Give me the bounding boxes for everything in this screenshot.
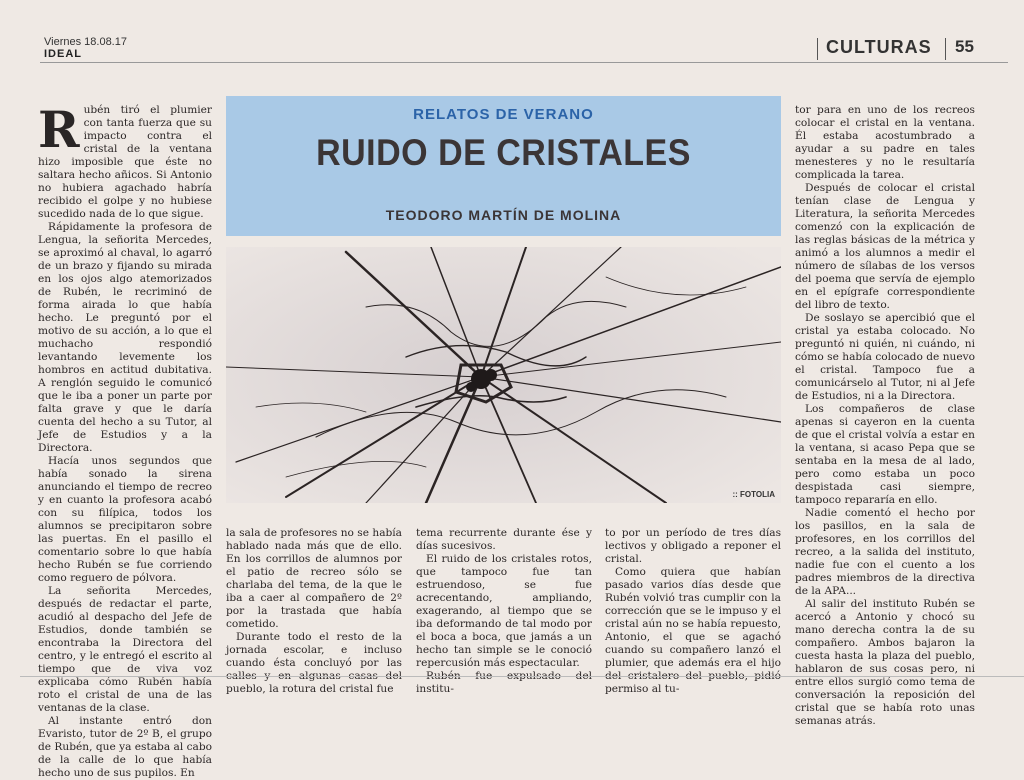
paragraph: El ruido de los cristales rotos, que tampoco fue tan estruendoso, se fue acrecentando, ampliando, exagerando, al tiempo que se iba deformando de tal modo por el boca a boca, que jamás a un hecho tan simple se le conoció repercusión más espectacular. [416, 553, 592, 669]
paragraph: De soslayo se apercibió que el cristal ya estaba colocado. No preguntó ni quién, ni cuándo, ni cómo se había colocado de nuevo el cristal. Tampoco fue a comunicárselo al Tutor, ni al Jefe de Estudios, ni a la Directora. [795, 312, 975, 402]
header-rule [40, 62, 1008, 63]
headline-banner [226, 96, 781, 236]
paragraph: Durante todo el resto de la jornada escolar, e incluso cuando ésta concluyó por las calles y en algunas casas del pueblo, la rotura del cristal fue [226, 631, 402, 695]
article-column-3 [416, 527, 592, 696]
drop-cap: R [38, 100, 80, 159]
page-number: 55 [955, 37, 974, 56]
paragraph: Rápidamente la profesora de Lengua, la señorita Mercedes, se aproximó al chaval, lo agarró de un brazo y fijando su mirada en los ojos algo atemorizados de Rubén, le recriminó de forma airada lo que había hecho. Le preguntó por el motivo de su acción, a lo que el muchacho respondió levantando levemente los hombros en actitud dubitativa. A renglón seguido le comunicó que le iba a poner un parte por falta grave y que le daría cuenta del hecho a su Tutor, al Jefe de Estudios y a la Directora. [38, 221, 212, 454]
paragraph: Como quiera que habían pasado varios días desde que Rubén volvió tras cumplir con la corrección que se le impuso y el cristal aún no se había repuesto, Antonio, el que se agachó cuando su compañero lanzó el plumier, que además era el hijo del cristalero del pueblo, pidió permiso al tu- [605, 566, 781, 695]
cracked-glass-illustration [226, 247, 781, 503]
article-column-5 [795, 104, 975, 728]
paragraph: Al salir del instituto Rubén se acercó a Antonio y chocó su mano derecha contra la de su compañero. Ambos bajaron la cuesta hasta la plaza del pueblo, hablaron de sus cosas pero, ni entre ellos surgió como tema de conversación la reposición del cristal que se había roto unas semanas atrás. [795, 598, 975, 727]
cracked-glass-photo [226, 247, 781, 503]
section-name: CULTURAS [826, 37, 932, 57]
article-title: RUIDO DE CRISTALES [316, 132, 691, 174]
article-column-2 [226, 527, 402, 696]
photo-credit: :: FOTOLIA [732, 490, 775, 499]
article-column-1 [38, 100, 212, 780]
paragraph: Al instante entró don Evaristo, tutor de 2º B, el grupo de Rubén, que ya estaba al cabo de la calle de lo que había hecho uno de sus pupilos. En [38, 715, 212, 779]
bottom-rule [20, 676, 1024, 677]
header-separator [817, 38, 818, 60]
paragraph: tor para en uno de los recreos colocar el cristal en la ventana. Él estaba acostumbrado a ayudar a su padre en tales menesteres y no le resultaría complicada la tarea. [795, 104, 975, 181]
paragraph: la sala de profesores no se había hablado nada más que de ello. En los corrillos de alumnos por el patio de recreo sólo se charlaba del tema, de la que le iba a caer al compañero de 2º por la trastada que había cometido. [226, 527, 402, 630]
issue-date: Viernes 18.08.17 [44, 36, 127, 48]
paragraph: Nadie comentó el hecho por los pasillos, en la sala de profesores, en los corrillos del recreo, a la salida del instituto, nadie fue con el cuento a los padres miembros de la directiva de la APA... [795, 507, 975, 597]
article-column-4 [605, 527, 781, 696]
paragraph: Hacía unos segundos que había sonado la sirena anunciando el tiempo de recreo y en cuanto la profesora acabó con su filípica, todos los alumnos se precipitaron sobre las puertas. En el pasillo el comentario sobre lo que había hecho Rubén se fue corriendo como reguero de pólvora. [38, 455, 212, 584]
publication-name: IDEAL [44, 48, 82, 60]
article-author: TEODORO MARTÍN DE MOLINA [385, 207, 622, 223]
paragraph: Rubén fue expulsado del institu- [416, 670, 592, 695]
paragraph: Los compañeros de clase apenas si cayeron en la cuenta de que el cristal volvía a estar en la ventana, si acaso Pepa que se sentaba en la mesa de al lado, pero como estaba un poco despistada casi siempre, tampoco repararía en ello. [795, 403, 975, 506]
series-kicker: RELATOS DE VERANO [413, 106, 594, 123]
paragraph: La señorita Mercedes, después de redactar el parte, acudió al despacho del Jefe de Estudios, donde también se encontraba la Directora del centro, y le entregó el escrito al tiempo que de viva voz explicaba cómo Rubén había roto el cristal de una de las ventanas de la clase. [38, 585, 212, 714]
paragraph: tema recurrente durante ése y días sucesivos. [416, 527, 592, 552]
paragraph: ubén tiró el plumier con tanta fuerza que su impacto contra el cristal de la ventana hizo imposible que éste no saltara hecho añicos. Si Antonio no hubiera agachado habría recibido el golpe y no hubiese sucedido nada de lo que sigue. [38, 104, 212, 220]
header-separator [945, 38, 946, 60]
paragraph: to por un período de tres días lectivos y obligado a reponer el cristal. [605, 527, 781, 565]
paragraph: Después de colocar el cristal tenían clase de Lengua y Literatura, la señorita Mercedes comenzó con la explicación de las reglas básicas de la métrica y animó a los alumnos a medir el número de sílabas de los versos del poema que servía de ejemplo en el epígrafe correspondiente del libro de texto. [795, 182, 975, 311]
